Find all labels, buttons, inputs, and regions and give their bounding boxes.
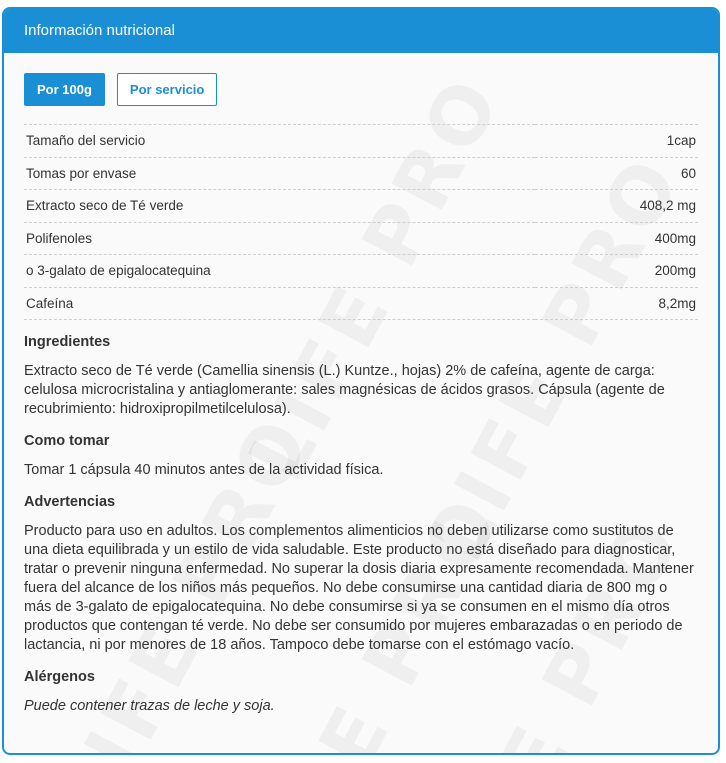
table-row: [24, 287, 698, 320]
nutrient-value: 60: [680, 165, 696, 181]
allergens-heading: Alérgenos: [24, 669, 95, 685]
warnings-heading: Advertencias: [24, 494, 116, 510]
warnings-text: Producto para uso en adultos. Los complementos alimenticios no deben utilizarse como sustitutos de una dieta equilibrada y un estilo de vida saludable. Este producto no está diseñado para diagnosticar, tratar o prevenir ninguna enfermedad. No superar la dosis diaria expresamente recomendada. Mantener fuera del alcance de los niños más pequeños. No debe consumirse una cantidad diaria de 800 mg o más de 3-galato de epigalocatequina. No debe consumirse si ya se consumen en el mismo día otros productos que contengan té verde. No debe ser consumido por mujeres embarazadas o en periodo de lactancia, ni por menores de 18 años. Tampoco debe tomarse con el estómago vacío.: [24, 523, 694, 653]
ingredients-heading: Ingredientes: [24, 334, 111, 350]
nutrient-name: Extracto seco de Té verde: [26, 198, 184, 214]
allergens-text: Puede contener trazas de leche y soja.: [24, 698, 275, 714]
nutrient-value: 408,2 mg: [639, 198, 696, 214]
serving-tabs: [24, 73, 698, 106]
tab-per-100g[interactable]: Por 100g: [24, 73, 105, 106]
nutrient-name: Cafeína: [26, 295, 74, 311]
nutrient-value: 400mg: [654, 230, 696, 246]
nutrient-value: 8,2mg: [658, 295, 696, 311]
tab-per-serving[interactable]: Por servicio: [117, 73, 217, 106]
how-to-take-text: Tomar 1 cápsula 40 minutos antes de la actividad física.: [24, 462, 384, 478]
panel-title: Información nutricional: [24, 22, 175, 39]
table-row: [24, 255, 698, 288]
nutrient-name: Tomas por envase: [26, 165, 137, 181]
nutrient-name: Polifenoles: [26, 230, 93, 246]
table-row: [24, 157, 698, 190]
nutrient-name: o 3-galato de epigalocatequina: [26, 263, 211, 279]
table-row: [24, 190, 698, 223]
table-row: [24, 125, 698, 158]
panel-header: [4, 9, 718, 53]
ingredients-text: Extracto seco de Té verde (Camellia sinensis (L.) Kuntze., hojas) 2% de cafeína, agente de carga: celulosa microcristalina y antiaglomerante: sales magnésicas de ácidos grasos. Cápsula (agente de recubrimiento: hidroxipropilmetilcelulosa).: [24, 363, 665, 417]
nutrient-name: Tamaño del servicio: [26, 133, 146, 149]
how-to-take-heading: Como tomar: [24, 433, 110, 449]
nutrition-panel: [2, 7, 720, 755]
nutrient-value: 200mg: [654, 263, 696, 279]
nutrient-value: 1cap: [666, 133, 696, 149]
panel-content: [4, 73, 718, 716]
nutrition-table: [24, 124, 698, 320]
table-row: [24, 222, 698, 255]
